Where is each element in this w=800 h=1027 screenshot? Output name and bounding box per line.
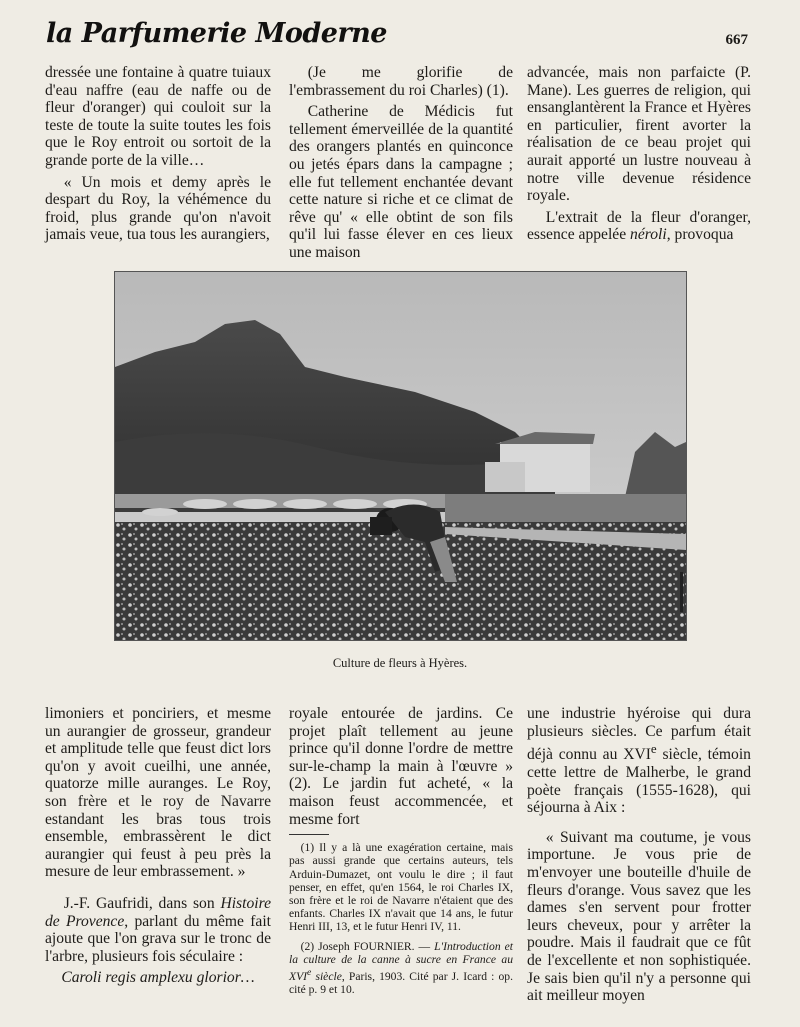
malherbe-quote: « Suivant ma coutume, je vous importune. Je vous prie de m'envoyer une bouteille d'huile de fleurs d'orange. Vous savez que les dames s'en servent pour frotter leurs cheveux, pour y arrêter la poudre. Mais il faudrait que ce fût de l'excellente et non sophistiquée. Je sais bien qu'il n'y a personne qui ait meilleur moyen [527, 828, 751, 1005]
footnote-1: (1) Il y a là une exagération certaine, mais pas aussi grande que certains auteurs, tels Arduin-Dumazet, ont voulu le dire ; il faut penser, en effet, qu'en 1564, le roi Charles IX, son frère et le roi de Navarre n'étaient que des enfants. Charles IX n'avait que 14 ans, le futur Henri III, 13, et le futur Henri IV, 11. [289, 841, 513, 934]
italic-title: Histoire de Provence [45, 894, 271, 930]
post [680, 572, 683, 612]
text-run: L'extrait de la fleur d'oranger, essence appelée [527, 208, 751, 244]
top-column-1 [45, 64, 271, 248]
page-number: 667 [725, 32, 748, 48]
latin-inscription: Caroli regis amplexu glorior… [61, 969, 255, 987]
photo-flower-field [114, 271, 687, 641]
paragraph: royale entourée de jardins. Ce projet plaît tellement au jeune prince qu'il donne l'ordre de mettre sur-le-champ la main à l'œuvre » (2). Le jardin fut acheté, « la maison feust accommencée, et mesme fort [289, 705, 513, 828]
footnote-rule [289, 834, 329, 835]
footnote-2: (2) Joseph FOURNIER. — L'Introduction et la culture de la canne à sucre en France au XVIe siècle, Paris, 1903. Cité par J. Icard : op. cité p. 9 et 10. [289, 939, 513, 997]
masthead: la Parfumerie Moderne [46, 18, 387, 49]
text-run: , parlant du même fait ajoute que l'on grava sur le tronc de l'arbre, plusieurs fois séculaire : [45, 912, 271, 965]
paragraph: dressée une fontaine à quatre tuiaux d'eau naffre (eau de naffe ou de fleur d'oranger) qui couloit sur la teste de toute la suite toutes les fois que le Roy entroit ou sortoit de la grande porte de la ville… [45, 64, 271, 169]
top-column-3 [527, 64, 751, 248]
text-run: , provoqua [666, 226, 734, 244]
bottom-column-1 [45, 705, 271, 991]
bottom-column-2 [289, 705, 513, 1002]
bottom-column-3 [527, 705, 751, 1009]
footnotes [289, 834, 513, 996]
paragraph: limoniers et ponciriers, et mesme un aurangier de grosseur, grandeur et amplitude telle que feust dict lors qu'on y avoit cueilhi, une année, quatorze mille auranges. Le Roy, son frère et le roy de Navarre estandant les bras tous trois ensemble, embrassèrent le dict aurangier qui feust à peu près la mesure de leur embrassement. » [45, 705, 271, 881]
paragraph: advancée, mais non parfaicte (P. Mane). Les guerres de religion, qui ensanglantèrent la France et Hyères en particulier, firent avorter la réalisation de ce beau projet qui aurait apporté un lustre nouveau à notre ville devenue résidence royale. [527, 64, 751, 205]
paragraph [527, 209, 751, 244]
paragraph: « Un mois et demy après le despart du Roy, la véhémence du froid, plus grande qu'on n'avoit jamais veue, tua tous les aurangiers, [45, 173, 271, 244]
top-column-2 [289, 64, 513, 266]
italic-term: néroli [630, 226, 667, 244]
farmhouse-annex [485, 462, 525, 492]
garden-wall [445, 494, 686, 524]
text-run: J.-F. Gaufridi, dans son [63, 894, 215, 912]
paragraph [45, 895, 271, 965]
paragraph: une industrie hyéroise qui dura plusieurs siècles. Ce parfum était déjà connu au XVIe siècle, témoin cette lettre de Malherbe, le grand poète français (1555-1628), qui séjourna à Aix : [527, 705, 751, 817]
photo-caption: Culture de fleurs à Hyères. [332, 656, 468, 670]
paragraph: Catherine de Médicis fut tellement émerveillée de la quantité des orangers plantés en quinconce ou jetés épars dans la campagne ; elle fut tellement enchantée devant cette nature si riche et ce climat de rêve qu' « elle obtint de son fils qu'il lui fasse élever en ces lieux une maison [289, 103, 513, 261]
paragraph: (Je me glorifie de l'embrassement du roi Charles) (1). [289, 64, 513, 99]
